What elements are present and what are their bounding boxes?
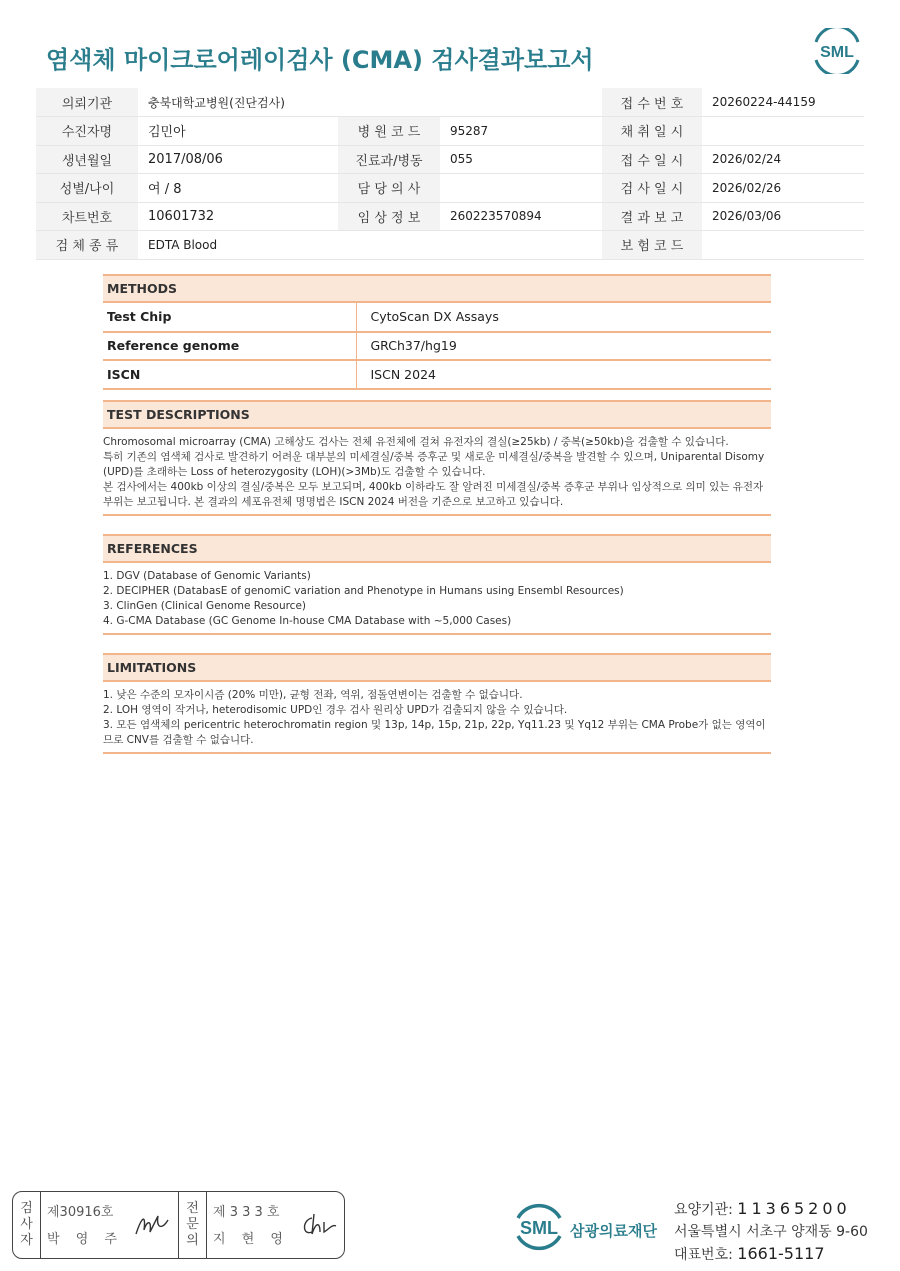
- info-value: 20260224-44159: [702, 88, 864, 117]
- table-row: [103, 332, 771, 361]
- patient-info-table: [36, 88, 864, 260]
- methods-value: GRCh37/hg19: [356, 332, 771, 361]
- info-value: [702, 117, 864, 146]
- info-value: 10601732: [138, 202, 338, 231]
- examiner-cell: [41, 1192, 179, 1258]
- institution-code-label: 요양기관:: [674, 1202, 733, 1218]
- methods-heading: METHODS: [103, 274, 771, 303]
- institution-code: 11365200: [737, 1199, 851, 1218]
- info-label: 접 수 일 시: [602, 145, 702, 174]
- report-title: 염색체 마이크로어레이검사 (CMA) 검사결과보고서: [46, 46, 594, 74]
- references-body: [103, 563, 771, 633]
- info-value: [702, 231, 864, 260]
- info-label: 수진자명: [36, 117, 138, 146]
- table-row: [103, 360, 771, 389]
- limitations-heading: LIMITATIONS: [103, 653, 771, 682]
- list-item: 2. DECIPHER (DatabasE of genomiC variation and Phenotype in Humans using Ensembl Resources): [103, 585, 624, 597]
- info-label: 담 당 의 사: [338, 174, 440, 203]
- institution-code-row: [674, 1198, 868, 1221]
- info-row: [36, 145, 864, 174]
- brand-name: 삼광의료재단: [570, 1222, 657, 1240]
- examiner-license: 제30916호: [47, 1205, 114, 1220]
- info-label: 진료과/병동: [338, 145, 440, 174]
- info-label: 임 상 정 보: [338, 202, 440, 231]
- examiner-label: 검 사 자: [13, 1192, 41, 1258]
- specialist-label: 전 문 의: [179, 1192, 207, 1258]
- info-row: [36, 117, 864, 146]
- signature-stamp: [12, 1191, 345, 1259]
- references-section: [103, 534, 771, 635]
- methods-table: [103, 303, 771, 390]
- info-label: 보 험 코 드: [602, 231, 702, 260]
- info-row: [36, 88, 864, 117]
- info-label: 생년월일: [36, 145, 138, 174]
- limitations-body: [103, 682, 771, 752]
- methods-value: CytoScan DX Assays: [356, 303, 771, 332]
- info-label: 성별/나이: [36, 174, 138, 203]
- examiner-name: 박 영 주: [47, 1232, 123, 1247]
- info-value: 충북대학교병원(진단검사): [138, 88, 602, 117]
- specialist-cell: [207, 1192, 344, 1258]
- info-value: 95287: [440, 117, 602, 146]
- signature-icon: [132, 1210, 172, 1240]
- methods-value: ISCN 2024: [356, 360, 771, 389]
- list-item: 3. 모든 염색체의 pericentric heterochromatin region 및 13p, 14p, 15p, 21p, 22p, Yq11.23 및 Yq12 부위는 CMA Probe가 없는 영역이므로 CNV를 검출할 수 없습니다.: [103, 719, 766, 746]
- info-value: 260223570894: [440, 202, 602, 231]
- test-descriptions-section: [103, 400, 771, 516]
- paragraph: 본 검사에서는 400kb 이상의 결실/중복은 모두 보고되며, 400kb 이하라도 잘 알려진 미세결실/중복 증후군 부위나 임상적으로 의미 있는 유전자 부위는 보고됩니다. 본 결과의 세포유전체 명명법은 ISCN 2024 버전을 기준으로 보고하고 있습니다.: [103, 481, 764, 508]
- methods-key: Test Chip: [103, 303, 356, 332]
- info-value: [440, 174, 602, 203]
- info-value: 2026/03/06: [702, 202, 864, 231]
- limitations-section: [103, 653, 771, 754]
- info-label: 차트번호: [36, 202, 138, 231]
- institution-info: [674, 1198, 868, 1266]
- info-value: 055: [440, 145, 602, 174]
- info-value: 김민아: [138, 117, 338, 146]
- info-label: 검 체 종 류: [36, 231, 138, 260]
- info-row: [36, 174, 864, 203]
- phone-number: 1661-5117: [737, 1244, 825, 1263]
- paragraph: 특히 기존의 염색체 검사로 발견하기 어려운 대부분의 미세결실/중복 증후군 및 새로운 미세결실/중복을 발견할 수 있으며, Uniparental Disomy (UPD)를 초래하는 Loss of heterozygosity (LOH)(>3Mb)도 검출할 수 있습니다.: [103, 451, 765, 478]
- info-value: 여 / 8: [138, 174, 338, 203]
- specialist-license: 제 3 3 3 호: [213, 1205, 280, 1220]
- info-label: 결 과 보 고: [602, 202, 702, 231]
- svg-text:SML: SML: [520, 1218, 558, 1238]
- address: 서울특별시 서초구 양재동 9-60: [674, 1224, 868, 1240]
- signature-icon: [298, 1210, 338, 1240]
- list-item: 1. 낮은 수준의 모자이시즘 (20% 미만), 균형 전좌, 역위, 점돌연변이는 검출할 수 없습니다.: [103, 689, 523, 701]
- test-descriptions-heading: TEST DESCRIPTIONS: [103, 400, 771, 429]
- info-label: 병 원 코 드: [338, 117, 440, 146]
- info-value: EDTA Blood: [138, 231, 602, 260]
- info-row: [36, 202, 864, 231]
- references-heading: REFERENCES: [103, 534, 771, 563]
- methods-key: ISCN: [103, 360, 356, 389]
- info-label: 접 수 번 호: [602, 88, 702, 117]
- svg-text:SML: SML: [820, 44, 854, 61]
- info-value: 2026/02/26: [702, 174, 864, 203]
- info-label: 검 사 일 시: [602, 174, 702, 203]
- methods-key: Reference genome: [103, 332, 356, 361]
- info-value: 2017/08/06: [138, 145, 338, 174]
- specialist-name: 지 현 영: [213, 1232, 289, 1247]
- list-item: 3. ClinGen (Clinical Genome Resource): [103, 600, 307, 612]
- sml-logo-icon: [810, 28, 864, 74]
- paragraph: Chromosomal microarray (CMA) 고해상도 검사는 전체 유전체에 걸쳐 유전자의 결실(≥25kb) / 중복(≥50kb)을 검출할 수 있습니다.: [103, 436, 729, 448]
- phone-label: 대표번호:: [674, 1247, 733, 1263]
- methods-section: [103, 274, 771, 390]
- info-value: 2026/02/24: [702, 145, 864, 174]
- info-label: 채 취 일 시: [602, 117, 702, 146]
- phone-row: [674, 1243, 868, 1266]
- list-item: 4. G-CMA Database (GC Genome In-house CMA Database with ~5,000 Cases): [103, 615, 512, 627]
- list-item: 1. DGV (Database of Genomic Variants): [103, 570, 311, 582]
- sml-logo-icon: [510, 1200, 568, 1254]
- info-row: [36, 231, 864, 260]
- info-label: 의뢰기관: [36, 88, 138, 117]
- list-item: 2. LOH 영역이 작거나, heterodisomic UPD인 경우 검사 원리상 UPD가 검출되지 않을 수 있습니다.: [103, 704, 568, 716]
- table-row: [103, 303, 771, 332]
- test-descriptions-body: [103, 429, 771, 514]
